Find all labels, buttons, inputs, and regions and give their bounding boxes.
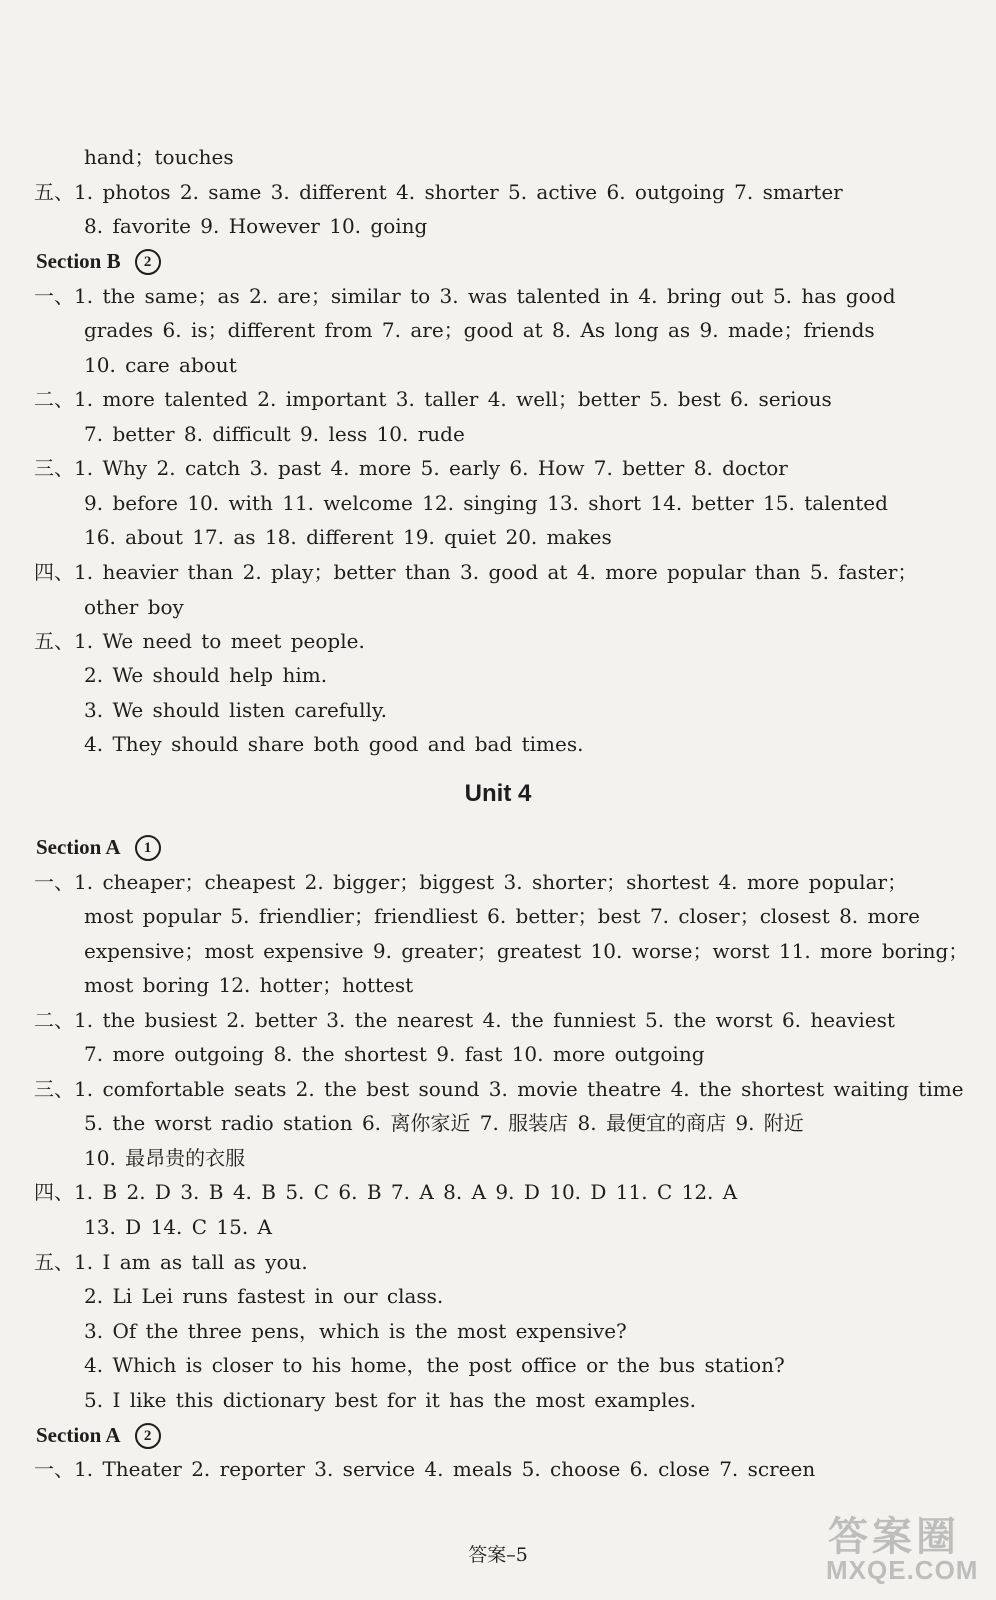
- answer-line: 13. D 14. C 15. A: [84, 1215, 272, 1239]
- answer-line: 9. before 10. with 11. welcome 12. singing 13. short 14. better 15. talented: [84, 491, 888, 515]
- answer-line: 5. the worst radio station 6. 离你家近 7. 服装店 8. 最便宜的商店 9. 附近: [84, 1111, 804, 1135]
- answer-line: 二、1. more talented 2. important 3. taller 4. well；better 5. best 6. serious: [34, 387, 832, 411]
- answer-line: 16. about 17. as 18. different 19. quiet 20. makes: [84, 525, 612, 549]
- answer-line: hand；touches: [84, 145, 234, 169]
- answer-line: 4. They should share both good and bad times.: [84, 732, 584, 756]
- answer-line: 7. more outgoing 8. the shortest 9. fast 10. more outgoing: [84, 1042, 705, 1066]
- answer-line: 三、1. Why 2. catch 3. past 4. more 5. early 6. How 7. better 8. doctor: [34, 456, 788, 480]
- watermark-logo: 答案圈 MXQE.COM: [826, 1515, 979, 1585]
- answer-line: 3. We should listen carefully.: [84, 698, 387, 722]
- answer-line: 10. 最昂贵的衣服: [84, 1146, 246, 1170]
- answer-line: most popular 5. friendlier；friendliest 6. better；best 7. closer；closest 8. more: [84, 904, 920, 928]
- answer-line: 二、1. the busiest 2. better 3. the nearest 4. the funniest 5. the worst 6. heaviest: [34, 1008, 895, 1032]
- answer-line: 2. Li Lei runs fastest in our class.: [84, 1284, 444, 1308]
- circled-number: 1: [135, 835, 161, 861]
- circled-number: 2: [135, 1423, 161, 1449]
- page-number: 答案–5: [468, 1544, 528, 1566]
- answer-line: other boy: [84, 595, 184, 619]
- answer-line: 四、1. heavier than 2. play；better than 3. good at 4. more popular than 5. faster；: [34, 560, 918, 584]
- answer-line: 五、1. photos 2. same 3. different 4. shorter 5. active 6. outgoing 7. smarter: [34, 180, 843, 204]
- answer-line: 2. We should help him.: [84, 663, 328, 687]
- answer-line: 一、1. cheaper；cheapest 2. bigger；biggest 3. shorter；shortest 4. more popular；: [34, 870, 908, 894]
- section-heading: Section A 2: [36, 1420, 161, 1450]
- answer-line: 7. better 8. difficult 9. less 10. rude: [84, 422, 465, 446]
- answer-line: 五、1. I am as tall as you.: [34, 1250, 308, 1274]
- answer-line: 4. Which is closer to his home，the post office or the bus station?: [84, 1353, 785, 1377]
- unit-title: Unit 4: [464, 780, 532, 807]
- answer-line: grades 6. is；different from 7. are；good at 8. As long as 9. made；friends: [84, 318, 875, 342]
- answer-line: expensive；most expensive 9. greater；greatest 10. worse；worst 11. more boring；: [84, 939, 969, 963]
- answer-line: 一、1. the same；as 2. are；similar to 3. was talented in 4. bring out 5. has good: [34, 284, 896, 308]
- answer-line: 五、1. We need to meet people.: [34, 629, 365, 653]
- answer-line: 5. I like this dictionary best for it has the most examples.: [84, 1388, 696, 1412]
- answer-line: most boring 12. hotter；hottest: [84, 973, 414, 997]
- section-heading: Section B 2: [36, 246, 161, 276]
- answer-line: 8. favorite 9. However 10. going: [84, 214, 428, 238]
- answer-line: 3. Of the three pens，which is the most expensive?: [84, 1319, 627, 1343]
- answer-line: 四、1. B 2. D 3. B 4. B 5. C 6. B 7. A 8. A 9. D 10. D 11. C 12. A: [34, 1180, 738, 1204]
- circled-number: 2: [135, 249, 161, 275]
- answer-line: 10. care about: [84, 353, 237, 377]
- answer-line: 一、1. Theater 2. reporter 3. service 4. meals 5. choose 6. close 7. screen: [34, 1457, 816, 1481]
- section-heading: Section A 1: [36, 832, 161, 862]
- answer-line: 三、1. comfortable seats 2. the best sound 3. movie theatre 4. the shortest waiting time: [34, 1077, 964, 1101]
